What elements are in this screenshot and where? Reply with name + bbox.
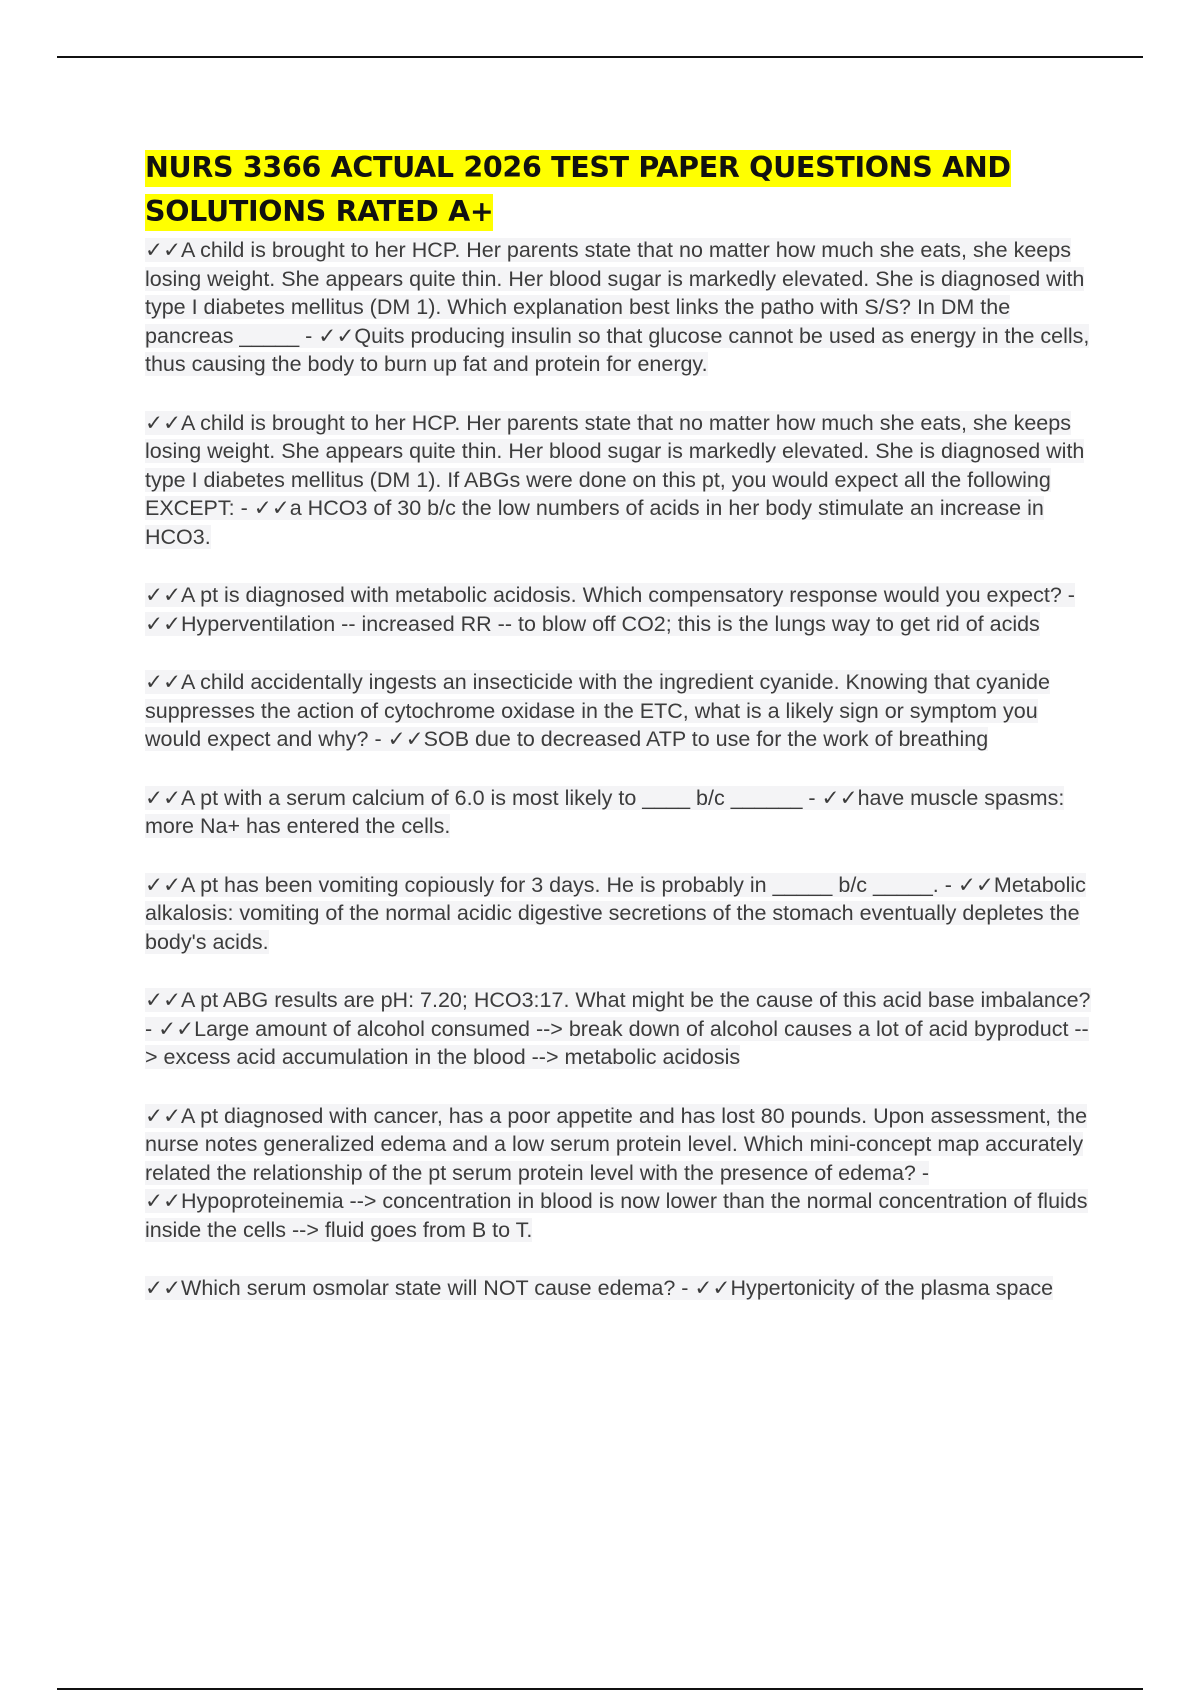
document-title: NURS 3366 ACTUAL 2026 TEST PAPER QUESTIONS AND SOLUTIONS RATED A+ <box>145 146 1095 234</box>
qa-item-3: ✓✓A pt is diagnosed with metabolic acidosis. Which compensatory response would you expect? - ✓✓Hyperventilation -- increased RR -- to blow off CO2; this is the lungs way to get rid of acids <box>145 583 1075 636</box>
qa-item-4: ✓✓A child accidentally ingests an insecticide with the ingredient cyanide. Knowing that cyanide suppresses the action of cytochrome oxidase in the ETC, what is a likely sign or symptom you would expect and why? - ✓✓SOB due to decreased ATP to use for the work of breathing <box>145 670 1050 751</box>
qa-item-9: ✓✓Which serum osmolar state will NOT cause edema? - ✓✓Hypertonicity of the plasma space <box>145 1276 1054 1300</box>
footer-rule <box>57 1688 1143 1690</box>
qa-item-1: ✓✓A child is brought to her HCP. Her parents state that no matter how much she eats, she keeps losing weight. She appears quite thin. Her blood sugar is markedly elevated. She is diagnosed with type I diabetes mellitus (DM 1). Which explanation best links the patho with S/S? In DM the pancreas _____ - ✓✓Quits producing insulin so that glucose cannot be used as energy in the cells, thus causing the body to burn up fat and protein for energy. <box>145 238 1090 376</box>
qa-item-2: ✓✓A child is brought to her HCP. Her parents state that no matter how much she eats, she keeps losing weight. She appears quite thin. Her blood sugar is markedly elevated. She is diagnosed with type I diabetes mellitus (DM 1). If ABGs were done on this pt, you would expect all the following EXCEPT: - ✓✓a HCO3 of 30 b/c the low numbers of acids in her body stimulate an increase in HCO3. <box>145 410 1085 549</box>
qa-item-5: ✓✓A pt with a serum calcium of 6.0 is most likely to ____ b/c ______ - ✓✓have muscle spasms: more Na+ has entered the cells. <box>145 785 1065 838</box>
qa-item-7: ✓✓A pt ABG results are pH: 7.20; HCO3:17. What might be the cause of this acid base imbalance? - ✓✓Large amount of alcohol consumed --> break down of alcohol causes a lot of acid byproduct --> excess acid accumulation in the blood --> metabolic acidosis <box>145 988 1091 1069</box>
qa-item-6: ✓✓A pt has been vomiting copiously for 3 days. He is probably in _____ b/c _____. - ✓✓Metabolic alkalosis: vomiting of the normal acidic digestive secretions of the stomach eventually depletes the body's acids. <box>145 872 1086 954</box>
qa-item-8: ✓✓A pt diagnosed with cancer, has a poor appetite and has lost 80 pounds. Upon assessment, the nurse notes generalized edema and a low serum protein level. Which mini-concept map accurately related the relationship of the pt serum protein level with the presence of edema? - ✓✓Hypoproteinemia --> concentration in blood is now lower than the normal concentration of fluids inside the cells --> fluid goes from B to T. <box>145 1103 1088 1242</box>
header-rule <box>57 56 1143 58</box>
document-body <box>145 146 1095 1333</box>
